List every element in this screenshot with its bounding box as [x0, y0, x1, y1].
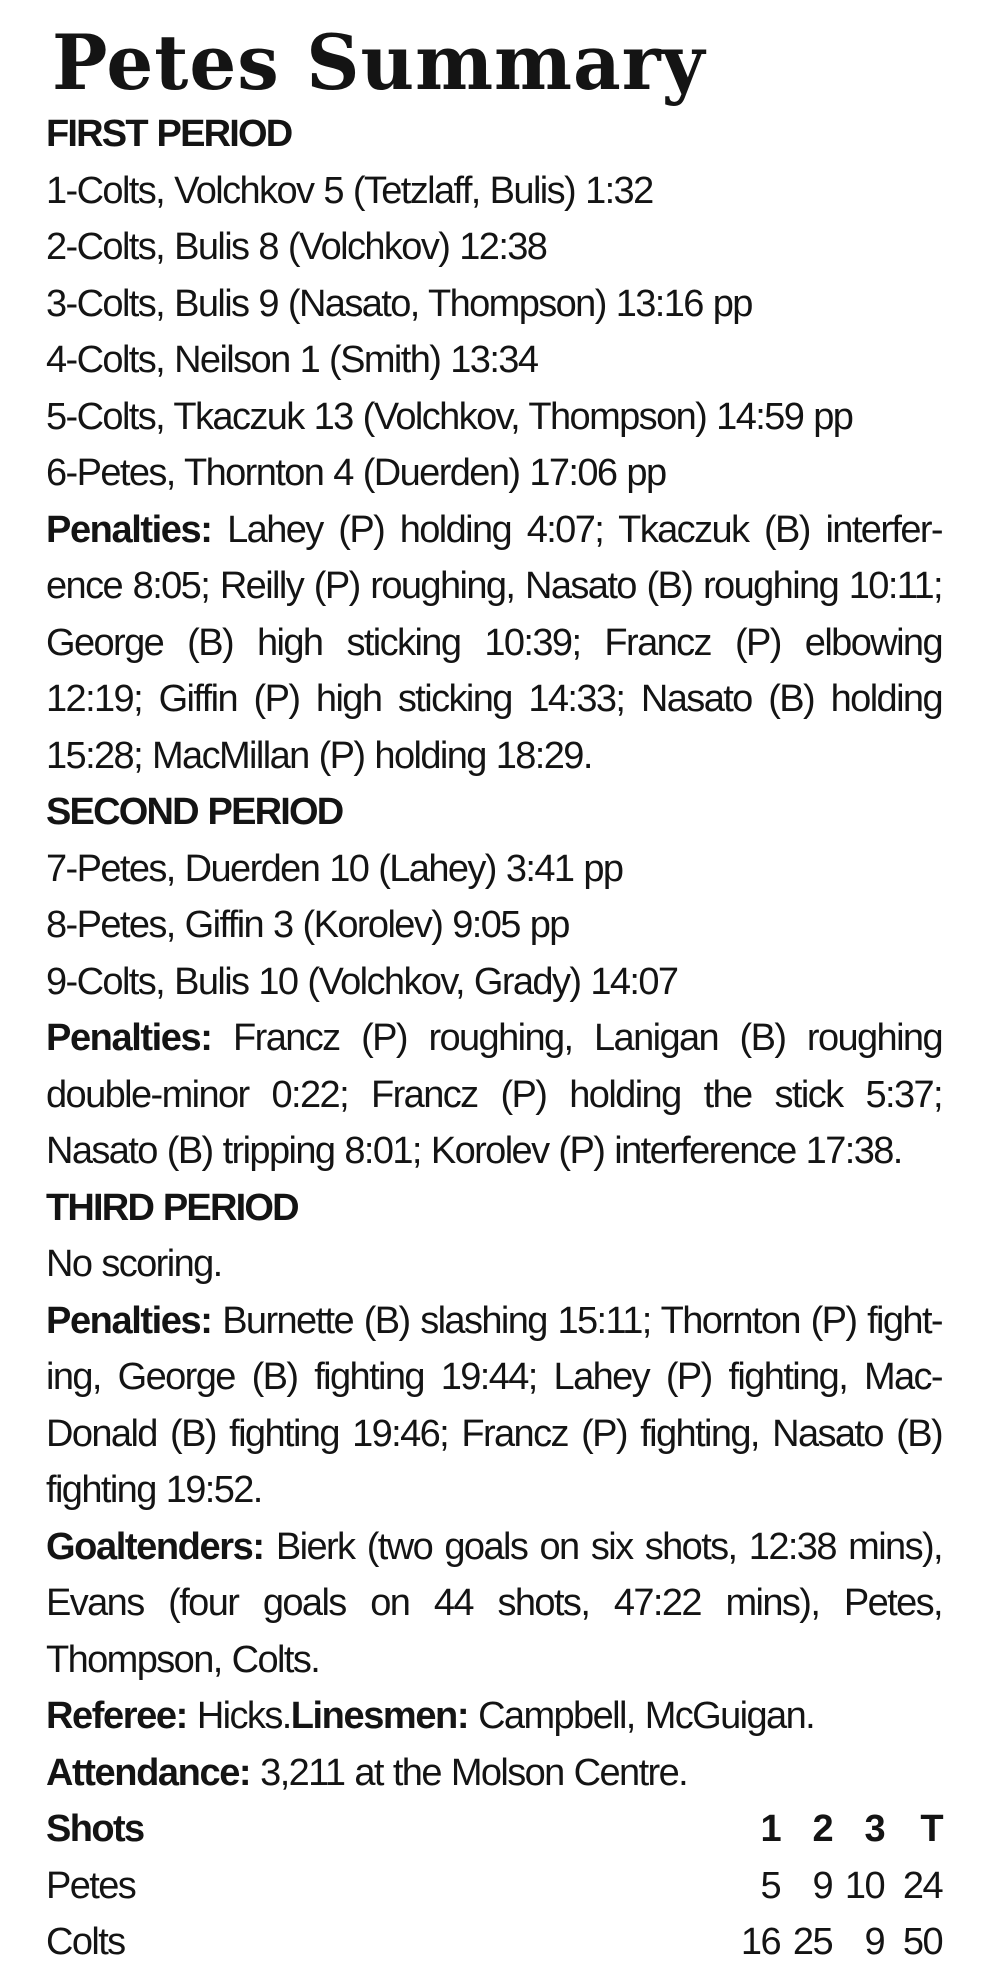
penalties-label: Penalties:	[46, 508, 212, 551]
shots-label: Shots	[46, 1808, 144, 1850]
table-row	[46, 1914, 942, 1971]
shots-header-row	[46, 1801, 942, 1858]
goal-line: 3-Colts, Bulis 9 (Nasato, Thompson) 13:16 pp	[46, 282, 752, 325]
shots-cell: 9	[864, 1921, 884, 1963]
shots-table	[46, 1801, 942, 1971]
goal-line: 8-Petes, Giffin 3 (Korolev) 9:05 pp	[46, 904, 569, 946]
page-title: Petes Summary	[52, 18, 706, 107]
shots-cell: 10	[844, 1864, 884, 1907]
shots-cell: 5	[760, 1864, 780, 1907]
attendance-label: Attendance:	[46, 1751, 251, 1794]
first-period-penalties	[46, 502, 942, 785]
shots-col-header: 2	[812, 1808, 832, 1850]
goal-line: 1-Colts, Volchkov 5 (Tetzlaff, Bulis) 1:32	[46, 169, 653, 212]
shots-cell: 25	[792, 1921, 832, 1963]
third-period-penalties	[46, 1293, 942, 1519]
shots-cell: 16	[740, 1921, 780, 1963]
goaltenders-label: Goaltenders:	[46, 1525, 264, 1568]
goaltenders	[46, 1519, 942, 1689]
goal-line: 6-Petes, Thornton 4 (Duerden) 17:06 pp	[46, 452, 666, 494]
second-period-heading: SECOND PERIOD	[46, 791, 343, 833]
penalties-text: Francz (P) roughing, Lanigan (B) roughing double-minor 0:22; Francz (P) holding the stick 5:37; Nasato (B) tripping 8:01; Korolev (P) interference 17:38.	[46, 1017, 943, 1172]
table-row	[46, 1858, 942, 1915]
penalties-label: Penalties:	[46, 1299, 212, 1342]
third-period-heading: THIRD PERIOD	[46, 1186, 298, 1229]
attendance	[46, 1745, 942, 1802]
scoring-note: No scoring.	[46, 1243, 222, 1285]
penalties-text: Lahey (P) holding 4:07; Tkaczuk (B) interfer-ence 8:05; Reilly (P) roughing, Nasato (B) roughing 10:11; George (B) high sticking 10:39; Francz (P) elbowing 12:19; Giffin (P) high sticking 14:33; Nasato (B) holding 15:28; MacMillan (P) holding 18:29.	[46, 508, 942, 777]
penalties-label: Penalties:	[46, 1017, 212, 1059]
shots-col-header: T	[920, 1808, 942, 1850]
shots-cell: 50	[902, 1921, 942, 1963]
linesmen-text: Campbell, McGuigan.	[478, 1695, 815, 1737]
team-name: Colts	[46, 1921, 125, 1963]
shots-cell: 24	[902, 1864, 942, 1907]
team-name: Petes	[46, 1864, 136, 1907]
shots-col-header: 3	[864, 1808, 884, 1850]
goaltenders-text: Bierk (two goals on six shots, 12:38 mins), Evans (four goals on 44 shots, 47:22 mins), Petes, Thompson, Colts.	[46, 1525, 942, 1681]
attendance-text: 3,211 at the Molson Centre.	[260, 1751, 688, 1794]
goal-line: 9-Colts, Bulis 10 (Volchkov, Grady) 14:07	[46, 960, 678, 1003]
goal-line: 2-Colts, Bulis 8 (Volchkov) 12:38	[46, 226, 547, 268]
referee-label: Referee:	[46, 1695, 187, 1737]
summary-body	[46, 106, 942, 1971]
goal-line: 7-Petes, Duerden 10 (Lahey) 3:41 pp	[46, 847, 623, 890]
goal-line: 4-Colts, Neilson 1 (Smith) 13:34	[46, 339, 538, 381]
penalties-text: Burnette (B) slashing 15:11; Thornton (P) fight-ing, George (B) fighting 19:44; Lahey (P) fighting, Mac-Donald (B) fighting 19:46; Francz (P) fighting, Nasato (B) fighting 19:52.	[46, 1299, 942, 1511]
referee-text: Hicks.	[196, 1695, 291, 1737]
shots-cell: 9	[812, 1864, 832, 1907]
officials	[46, 1688, 942, 1745]
linesmen-label: Linesmen:	[290, 1695, 469, 1737]
second-period-penalties	[46, 1010, 942, 1180]
shots-col-header: 1	[760, 1808, 780, 1850]
goal-line: 5-Colts, Tkaczuk 13 (Volchkov, Thompson) 14:59 pp	[46, 395, 853, 438]
first-period-heading: FIRST PERIOD	[46, 113, 292, 155]
